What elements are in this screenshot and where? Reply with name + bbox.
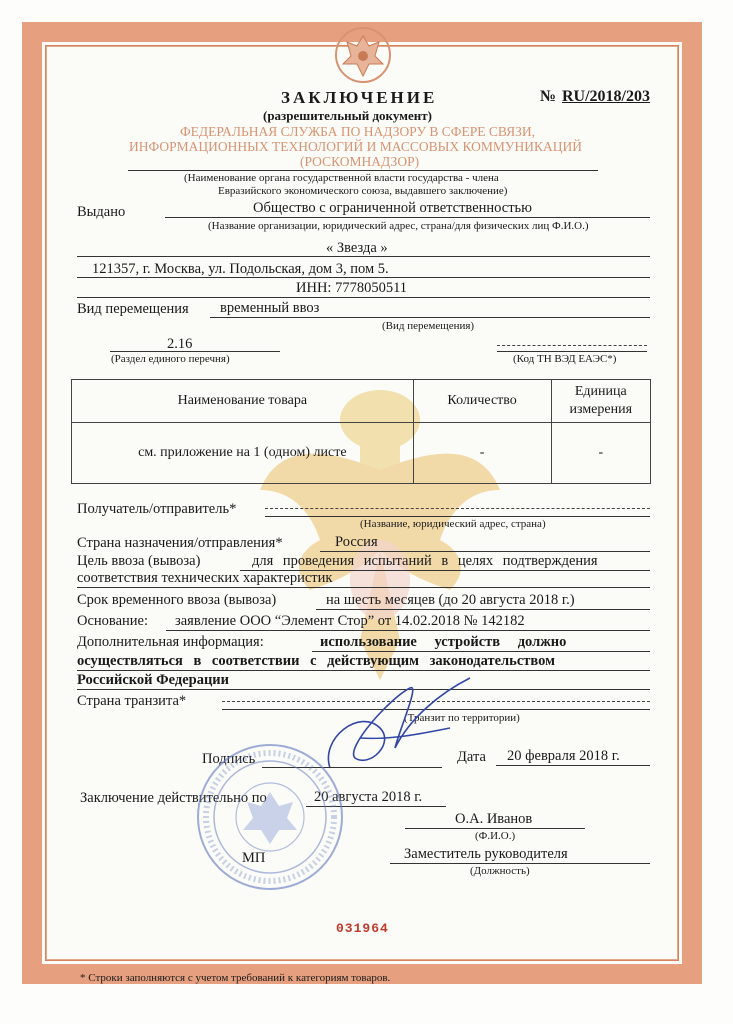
section-caption: (Раздел единого перечня): [111, 353, 230, 365]
table-cell-quantity: -: [413, 423, 551, 484]
section-value: 2.16: [167, 336, 193, 352]
additional-value-1: использование устройств должно: [320, 634, 567, 650]
official-position-underline: [390, 863, 650, 864]
destination-value: Россия: [335, 534, 378, 550]
recipient-underline: [265, 516, 650, 517]
date-label: Дата: [457, 749, 486, 765]
code-caption: (Код ТН ВЭД ЕАЭС*): [513, 353, 617, 365]
signature-label: Подпись: [202, 751, 256, 767]
movement-caption: (Вид перемещения): [382, 320, 475, 332]
authority-line-2: ИНФОРМАЦИОННЫХ ТЕХНОЛОГИЙ И МАССОВЫХ КОММУНИКАЦИЙ: [129, 139, 582, 154]
additional-label: Дополнительная информация:: [77, 634, 264, 650]
issued-address: 121357, г. Москва, ул. Подольская, дом 3, пом 5.: [92, 261, 389, 277]
blank-serial-number: 031964: [336, 921, 389, 936]
official-seal-stamp: [193, 740, 348, 895]
term-value: на шесть месяцев (до 20 августа 2018 г.): [326, 592, 575, 608]
goods-table: [71, 379, 651, 484]
destination-label: Страна назначения/отправления*: [77, 535, 283, 551]
document-title: ЗАКЛЮЧЕНИЕ: [281, 88, 438, 107]
purpose-value-2: соответствия технических характеристик: [77, 570, 333, 586]
issued-inn-underline: [77, 297, 650, 298]
recipient-caption: (Название, юридический адрес, страна): [360, 518, 546, 530]
footnote: * Строки заполняются с учетом требований к категориям товаров.: [80, 972, 391, 984]
issued-name: « Звезда »: [326, 240, 388, 256]
additional-value-3: Российской Федерации: [77, 672, 230, 688]
document-number: RU/2018/203: [562, 88, 650, 105]
issued-inn: ИНН: 7778050511: [296, 280, 408, 296]
recipient-dash-line: [265, 508, 650, 509]
code-dash-line: [497, 345, 647, 346]
purpose-underline-2: [77, 587, 650, 588]
issued-org: Общество с ограниченной ответственностью: [253, 200, 532, 216]
official-name-underline: [405, 828, 585, 829]
destination-underline: [320, 551, 650, 552]
movement-value: временный ввоз: [220, 300, 320, 316]
authority-underline: [128, 170, 598, 171]
transit-label: Страна транзита*: [77, 693, 187, 709]
document-number-prefix: №: [540, 88, 557, 105]
authority-caption-1: (Наименование органа государственной власти государства - члена: [184, 172, 499, 184]
additional-underline-1: [312, 651, 650, 652]
additional-value-2: осуществляться в соответствии с действующим законодательством: [77, 653, 555, 669]
validity-label: Заключение действительно по: [80, 790, 267, 806]
issued-address-underline: [77, 277, 650, 278]
transit-caption: (Транзит по территории): [404, 712, 520, 724]
purpose-value-1: для проведения испытаний в целях подтверждения: [252, 553, 598, 569]
basis-underline: [166, 630, 650, 631]
date-underline: [496, 765, 650, 766]
authority-line-3: (РОСКОМНАДЗОР): [300, 154, 420, 169]
issued-underline: [165, 217, 650, 218]
official-name-caption: (Ф.И.О.): [475, 830, 516, 842]
document-subtitle: (разрешительный документ): [263, 108, 432, 123]
basis-value: заявление ООО “Элемент Стор” от 14.02.2018 № 142182: [175, 613, 525, 629]
date-value: 20 февраля 2018 г.: [507, 748, 620, 764]
validity-value: 20 августа 2018 г.: [314, 789, 423, 805]
authority-line-1: ФЕДЕРАЛЬНАЯ СЛУЖБА ПО НАДЗОРУ В СФЕРЕ СВЯЗИ,: [180, 124, 536, 139]
official-position: Заместитель руководителя: [404, 846, 568, 862]
table-cell-unit: -: [551, 423, 650, 484]
purpose-label: Цель ввоза (вывоза): [77, 553, 201, 569]
term-underline: [316, 609, 650, 610]
table-header-row: [72, 380, 651, 423]
header-cell-quantity: Количество: [413, 380, 551, 423]
table-cell-name: см. приложение на 1 (одном) листе: [72, 423, 414, 484]
code-underline: [497, 351, 647, 352]
seal-mp-label: МП: [242, 850, 266, 866]
issued-caption: (Название организации, юридический адрес, страна/для физических лиц Ф.И.О.): [208, 220, 589, 232]
official-name: О.А. Иванов: [455, 811, 533, 827]
header-cell-unit: Единица измерения: [551, 380, 650, 423]
basis-label: Основание:: [77, 613, 148, 629]
coat-of-arms-icon: [333, 26, 393, 84]
table-row: [72, 423, 651, 484]
official-position-caption: (Должность): [470, 865, 530, 877]
issued-label: Выдано: [77, 204, 126, 220]
term-label: Срок временного ввоза (вывоза): [77, 592, 277, 608]
recipient-label: Получатель/отправитель*: [77, 501, 237, 517]
movement-label: Вид перемещения: [77, 301, 189, 317]
header-cell-name: Наименование товара: [72, 380, 414, 423]
movement-underline: [210, 317, 650, 318]
authority-caption-2: Евразийского экономического союза, выдавшего заключение): [218, 185, 508, 197]
section-underline: [110, 351, 280, 352]
issued-name-underline: [77, 256, 650, 257]
